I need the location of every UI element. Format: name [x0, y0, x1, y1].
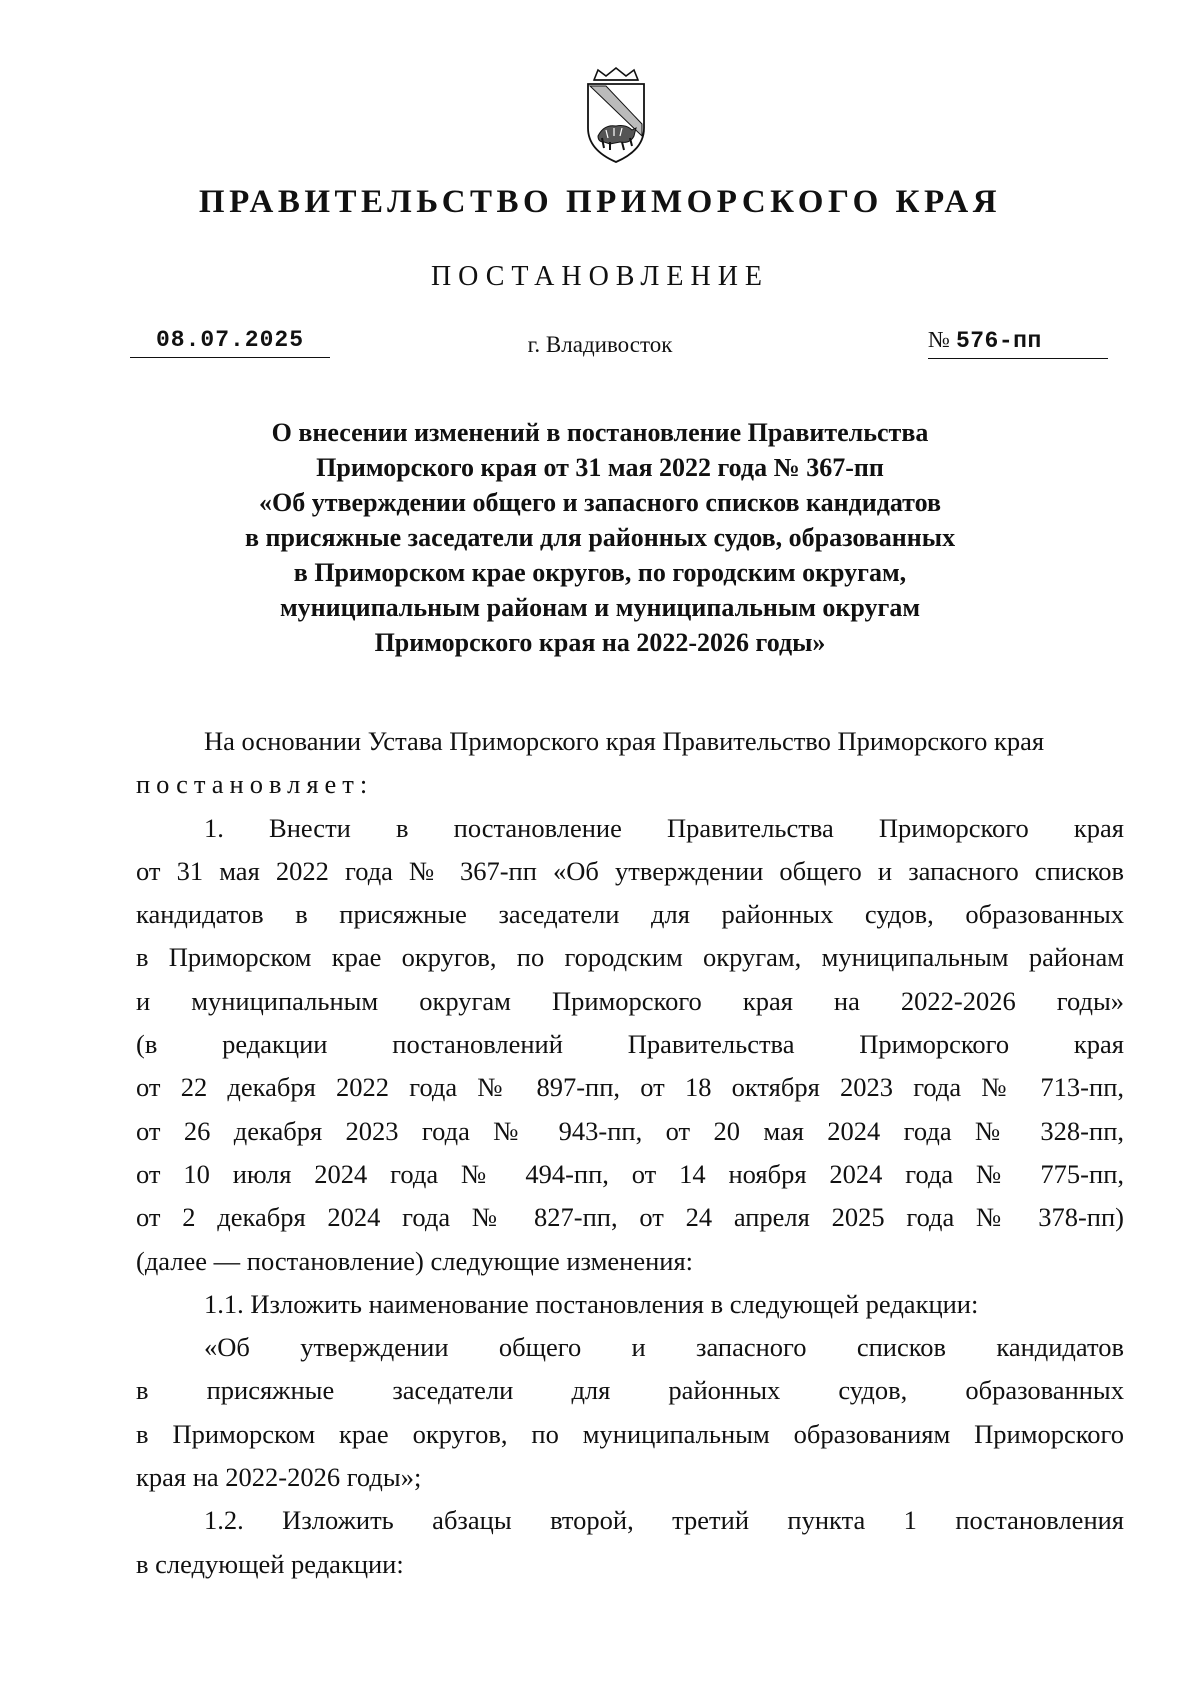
body-line: в Приморском крае округов, по муниципальным образованиям Приморского [136, 1418, 1124, 1449]
body-line: «Об утверждении общего и запасного списков кандидатов [204, 1332, 1124, 1363]
title-line: в присяжные заседатели для районных судов, образованных [244, 523, 956, 552]
body-line: в следующей редакции: [136, 1548, 404, 1579]
document-type: ПОСТАНОВЛЕНИЕ [430, 261, 770, 292]
document-title [170, 415, 1030, 660]
body-line: от 10 июля 2024 года № 494-пп, от 14 ноября 2024 года № 775-пп, [136, 1158, 1124, 1189]
body-line: в присяжные заседатели для районных судов, образованных [136, 1375, 1124, 1406]
body-line: На основании Устава Приморского края Правительство Приморского края [204, 726, 1045, 756]
document-city: г. Владивосток [527, 332, 673, 357]
body-line: от 26 декабря 2023 года № 943-пп, от 20 мая 2024 года № 328-пп, [136, 1115, 1124, 1146]
body-line: кандидатов в присяжные заседатели для районных судов, образованных [136, 899, 1124, 930]
title-line: О внесении изменений в постановление Правительства [271, 418, 929, 447]
body-line: края на 2022-2026 годы»; [136, 1462, 422, 1493]
body-line: 1. Внести в постановление Правительства Приморского края [204, 812, 1124, 843]
document-body [136, 720, 1124, 1586]
document-number [928, 327, 1108, 359]
body-line: 1.2. Изложить абзацы второй, третий пункта 1 постановления [204, 1505, 1124, 1536]
coat-of-arms-emblem [580, 66, 652, 166]
body-line: от 31 мая 2022 года № 367-пп «Об утверждении общего и запасного списков [136, 855, 1124, 886]
body-line: в Приморском крае округов, по городским округам, муниципальным районам [136, 942, 1124, 973]
document-date: 08.07.2025 [130, 327, 330, 358]
title-line: «Об утверждении общего и запасного списков кандидатов [259, 488, 941, 517]
number-value: 576-пп [955, 328, 1042, 354]
title-line: Приморского края от 31 мая 2022 года № 367-пп [316, 453, 884, 482]
body-line: (далее — постановление) следующие изменения: [136, 1245, 694, 1276]
organization-name: ПРАВИТЕЛЬСТВО ПРИМОРСКОГО КРАЯ [198, 184, 1002, 220]
body-line: от 22 декабря 2022 года № 897-пп, от 18 октября 2023 года № 713-пп, [136, 1072, 1124, 1103]
title-line: в Приморском крае округов, по городским округам, [293, 558, 907, 587]
body-line: постановляет: [136, 769, 374, 800]
title-line: муниципальным районам и муниципальным округам [279, 593, 921, 622]
body-line: и муниципальным округам Приморского края на 2022-2026 годы» [136, 985, 1124, 1016]
number-sign: № [928, 327, 950, 352]
body-line: (в редакции постановлений Правительства Приморского края [136, 1029, 1124, 1060]
body-line: от 2 декабря 2024 года № 827-пп, от 24 апреля 2025 года № 378-пп) [136, 1202, 1124, 1233]
title-line: Приморского края на 2022-2026 годы» [374, 628, 826, 657]
body-line: 1.1. Изложить наименование постановления в следующей редакции: [204, 1288, 979, 1319]
